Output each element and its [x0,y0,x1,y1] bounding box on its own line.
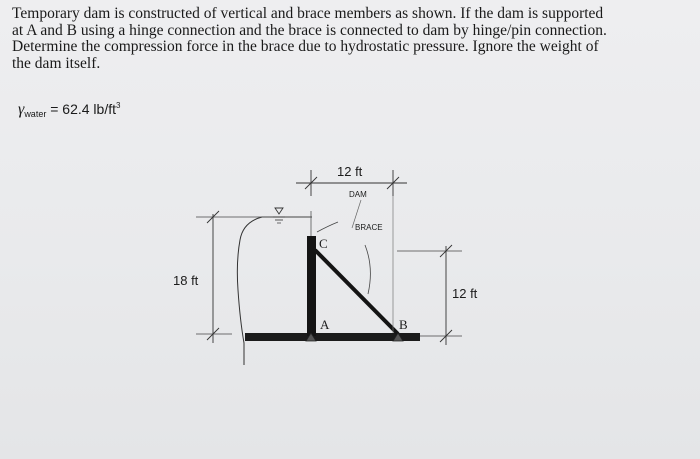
brace-label: BRACE [355,223,383,232]
problem-line-2: at A and B using a hinge connection and the brace is connected to dam by hinge/pin connection. [12,21,607,39]
point-a-label: A [320,317,330,332]
left-dimension-label: 18 ft [173,273,199,288]
point-c-label: C [319,236,328,251]
gamma-value: 62.4 lb/ft [62,101,116,117]
water-boundary-line [237,217,262,365]
problem-line-1: Temporary dam is constructed of vertical and brace members as shown. If the dam is supported [12,5,604,22]
problem-line-3: Determine the compression force in the brace due to hydrostatic pressure. Ignore the weight of [12,38,599,55]
water-level-icon [273,208,285,223]
gamma-subscript: water [24,109,47,119]
right-dimension-label: 12 ft [452,286,478,301]
gamma-exponent: 3 [116,101,121,110]
dam-label: DAM [349,190,367,199]
left-dimension [196,211,262,343]
top-dimension-label: 12 ft [337,164,363,179]
equals-sign: = [50,101,59,117]
dam-leader-line [317,222,338,232]
point-b-label: B [399,317,408,332]
problem-line-4: the dam itself. [12,54,101,72]
brace-leader-line [365,245,370,294]
gamma-symbol: γ [18,101,25,118]
